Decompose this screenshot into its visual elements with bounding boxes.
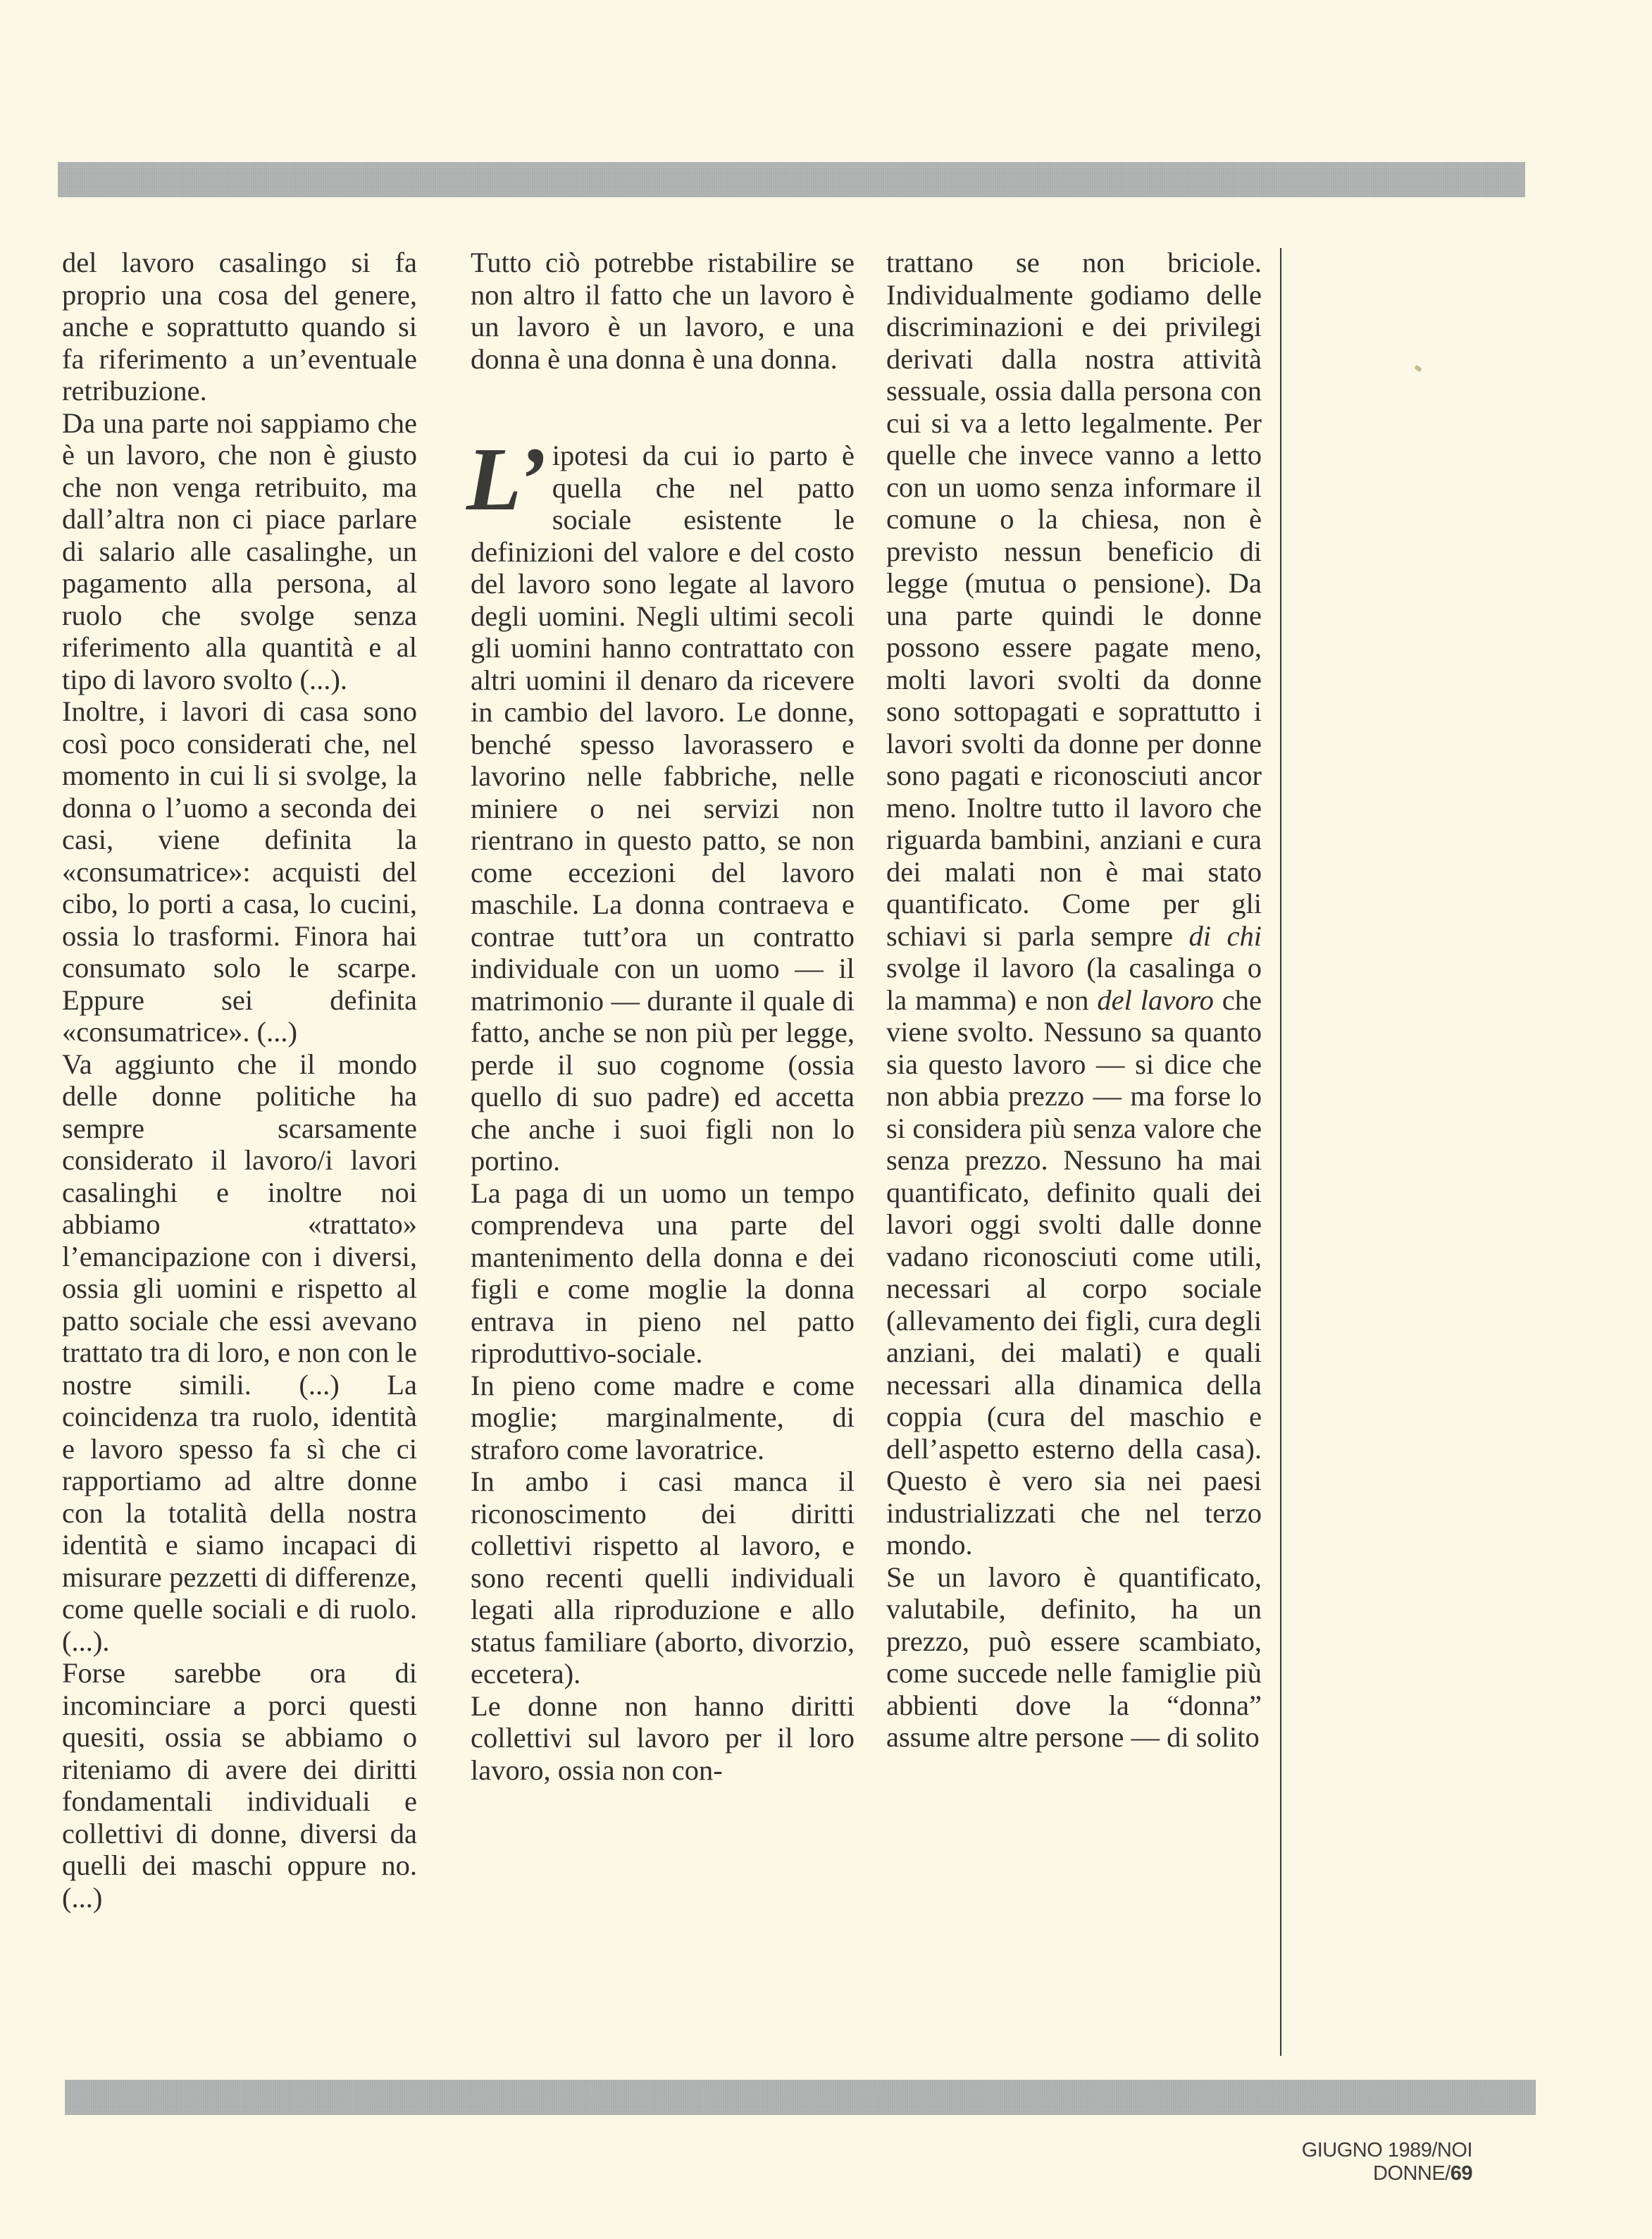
column-divider-rule <box>1280 248 1281 2056</box>
article-column-3 <box>886 247 1262 1754</box>
page-number: 69 <box>1450 2162 1472 2185</box>
paragraph: Le donne non hanno diritti collettivi sul lavoro per il loro lavoro, ossia non con- <box>471 1689 855 1786</box>
paragraph: In pieno come madre e come moglie; marginalmente, di straforo come lavoratrice. <box>471 1369 855 1465</box>
paragraph: Va aggiunto che il mondo delle donne politiche ha sempre scarsamente considerato il lavoro/i lavori casalinghi e inoltre noi abbiamo «trattato» l’emancipazione con i diversi, ossia gli uomini e rispetto al patto sociale che essi avevano trattato tra di loro, e non con le nostre simili. (...) La coincidenza tra ruolo, identità e lavoro spesso fa sì che ci rapportiamo ad altre donne con la totalità della nostra identità e siamo incapaci di misurare pezzetti di differenze, come quelle sociali e di ruolo. (...). <box>62 1048 417 1657</box>
paragraph: La paga di un uomo un tempo comprendeva una parte del mantenimento della donna e dei figli e come moglie la donna entrava in pieno nel patto riproduttivo-sociale. <box>471 1177 855 1369</box>
dropcap-letter: L’ <box>466 429 547 529</box>
paragraph: Da una parte noi sappiamo che è un lavoro, che non è giusto che non venga retribuito, ma dall’altra non ci piace parlare di salario alle casalinghe, un pagamento alla persona, al ruolo che svolge senza riferimento alla quantità e al tipo di lavoro svolto (...). <box>62 407 417 695</box>
dropcap-paragraph <box>466 429 855 1177</box>
paragraph <box>886 247 1262 1561</box>
text-run: svolge il lavoro (la casalinga o la mamma) e non <box>886 952 1262 1016</box>
text-run: che viene svolto. Nessuno sa quanto sia questo lavoro — si dice che non abbia prezzo — ma forse lo si considera più senza valore che senza prezzo. Nessuno ha mai quantificato, definito quali dei lavori oggi svolti dalle donne vadano riconosciuti come utili, necessari al corpo sociale (allevamento dei figli, cura degli anziani, dei malati) e quali necessari alla dinamica della coppia (cura del maschio e dell’aspetto esterno della casa). Questo è vero sia nei paesi industrializzati che nel terzo mondo. <box>886 984 1262 1561</box>
page-footer <box>1226 2139 1472 2185</box>
top-decorative-bar <box>58 162 1525 197</box>
dropcap-paragraph-text: ipotesi da cui io parto è quella che nel patto sociale esistente le definizioni del valore e del costo del lavoro sono legate al lavoro degli uomini. Negli ultimi secoli gli uomini hanno contrattato con altri uomini il denaro da ricevere in cambio del lavoro. Le donne, benché spesso lavorassero e lavorino nelle fabbriche, nelle miniere o nei servizi non rientrano in questo patto, se non come eccezioni del lavoro maschile. La donna contraeva e contrae tutt’ora un contratto individuale con un uomo — il matrimonio — durante il quale di fatto, anche se non più per legge, perde il suo cognome (ossia quello di suo padre) ed accetta che anche i suoi figli non lo portino. <box>471 440 855 1177</box>
paragraph: Forse sarebbe ora di incominciare a porci questi quesiti, ossia se abbiamo o riteniamo di avere dei diritti fondamentali individuali e collettivi di donne, diversi da quelli dei maschi oppure no. (...) <box>62 1657 417 1914</box>
paragraph: In ambo i casi manca il riconoscimento dei diritti collettivi rispetto al lavoro, e sono recenti quelli individuali legati alla riproduzione e allo status familiare (aborto, divorzio, eccetera). <box>471 1465 855 1689</box>
italic-emphasis: di chi <box>1188 919 1262 952</box>
paragraph: Se un lavoro è quantificato, valutabile, definito, ha un prezzo, può essere scambiato, come succede nelle famiglie più abbienti dove la “donna” assume altre persone — di solito <box>886 1561 1262 1753</box>
article-column-2 <box>466 247 855 1786</box>
article-column-1 <box>62 247 417 1914</box>
print-speck <box>1414 365 1422 373</box>
bottom-decorative-bar <box>65 2080 1536 2115</box>
italic-emphasis: del lavoro <box>1097 984 1214 1016</box>
paragraph: Inoltre, i lavori di casa sono così poco considerati che, nel momento in cui li si svolge, la donna o l’uomo a seconda dei casi, viene definita la «consumatrice»: acquisti del cibo, lo porti a casa, lo cucini, ossia lo trasformi. Finora hai consumato solo le scarpe. Eppure sei definita «consumatrice». (...) <box>62 695 417 1048</box>
text-run: trattano se non briciole. Individualmente godiamo delle discriminazioni e dei privilegi derivati dalla nostra attività sessuale, ossia dalla persona con cui si va a letto legalmente. Per quelle che invece vanno a letto con un uomo senza informare il comune o la chiesa, non è previsto nessun beneficio di legge (mutua o pensione). Da una parte quindi le donne possono essere pagate meno, molti lavori svolti da donne sono sottopagati e soprattutto i lavori svolti da donne per donne sono pagati e riconosciuti ancor meno. Inoltre tutto il lavoro che riguarda bambini, anziani e cura dei malati non è mai stato quantificato. Come per gli schiavi si parla sempre <box>886 247 1262 952</box>
paragraph: del lavoro casalingo si fa proprio una cosa del genere, anche e soprattutto quando si fa riferimento a un’eventuale retribuzione. <box>62 247 417 407</box>
issue-label: GIUGNO 1989/NOI DONNE/ <box>1301 2139 1472 2185</box>
intro-paragraph: Tutto ciò potrebbe ristabilire se non altro il fatto che un lavoro è un lavoro è un lavoro, e una donna è una donna è una donna. <box>471 247 855 375</box>
